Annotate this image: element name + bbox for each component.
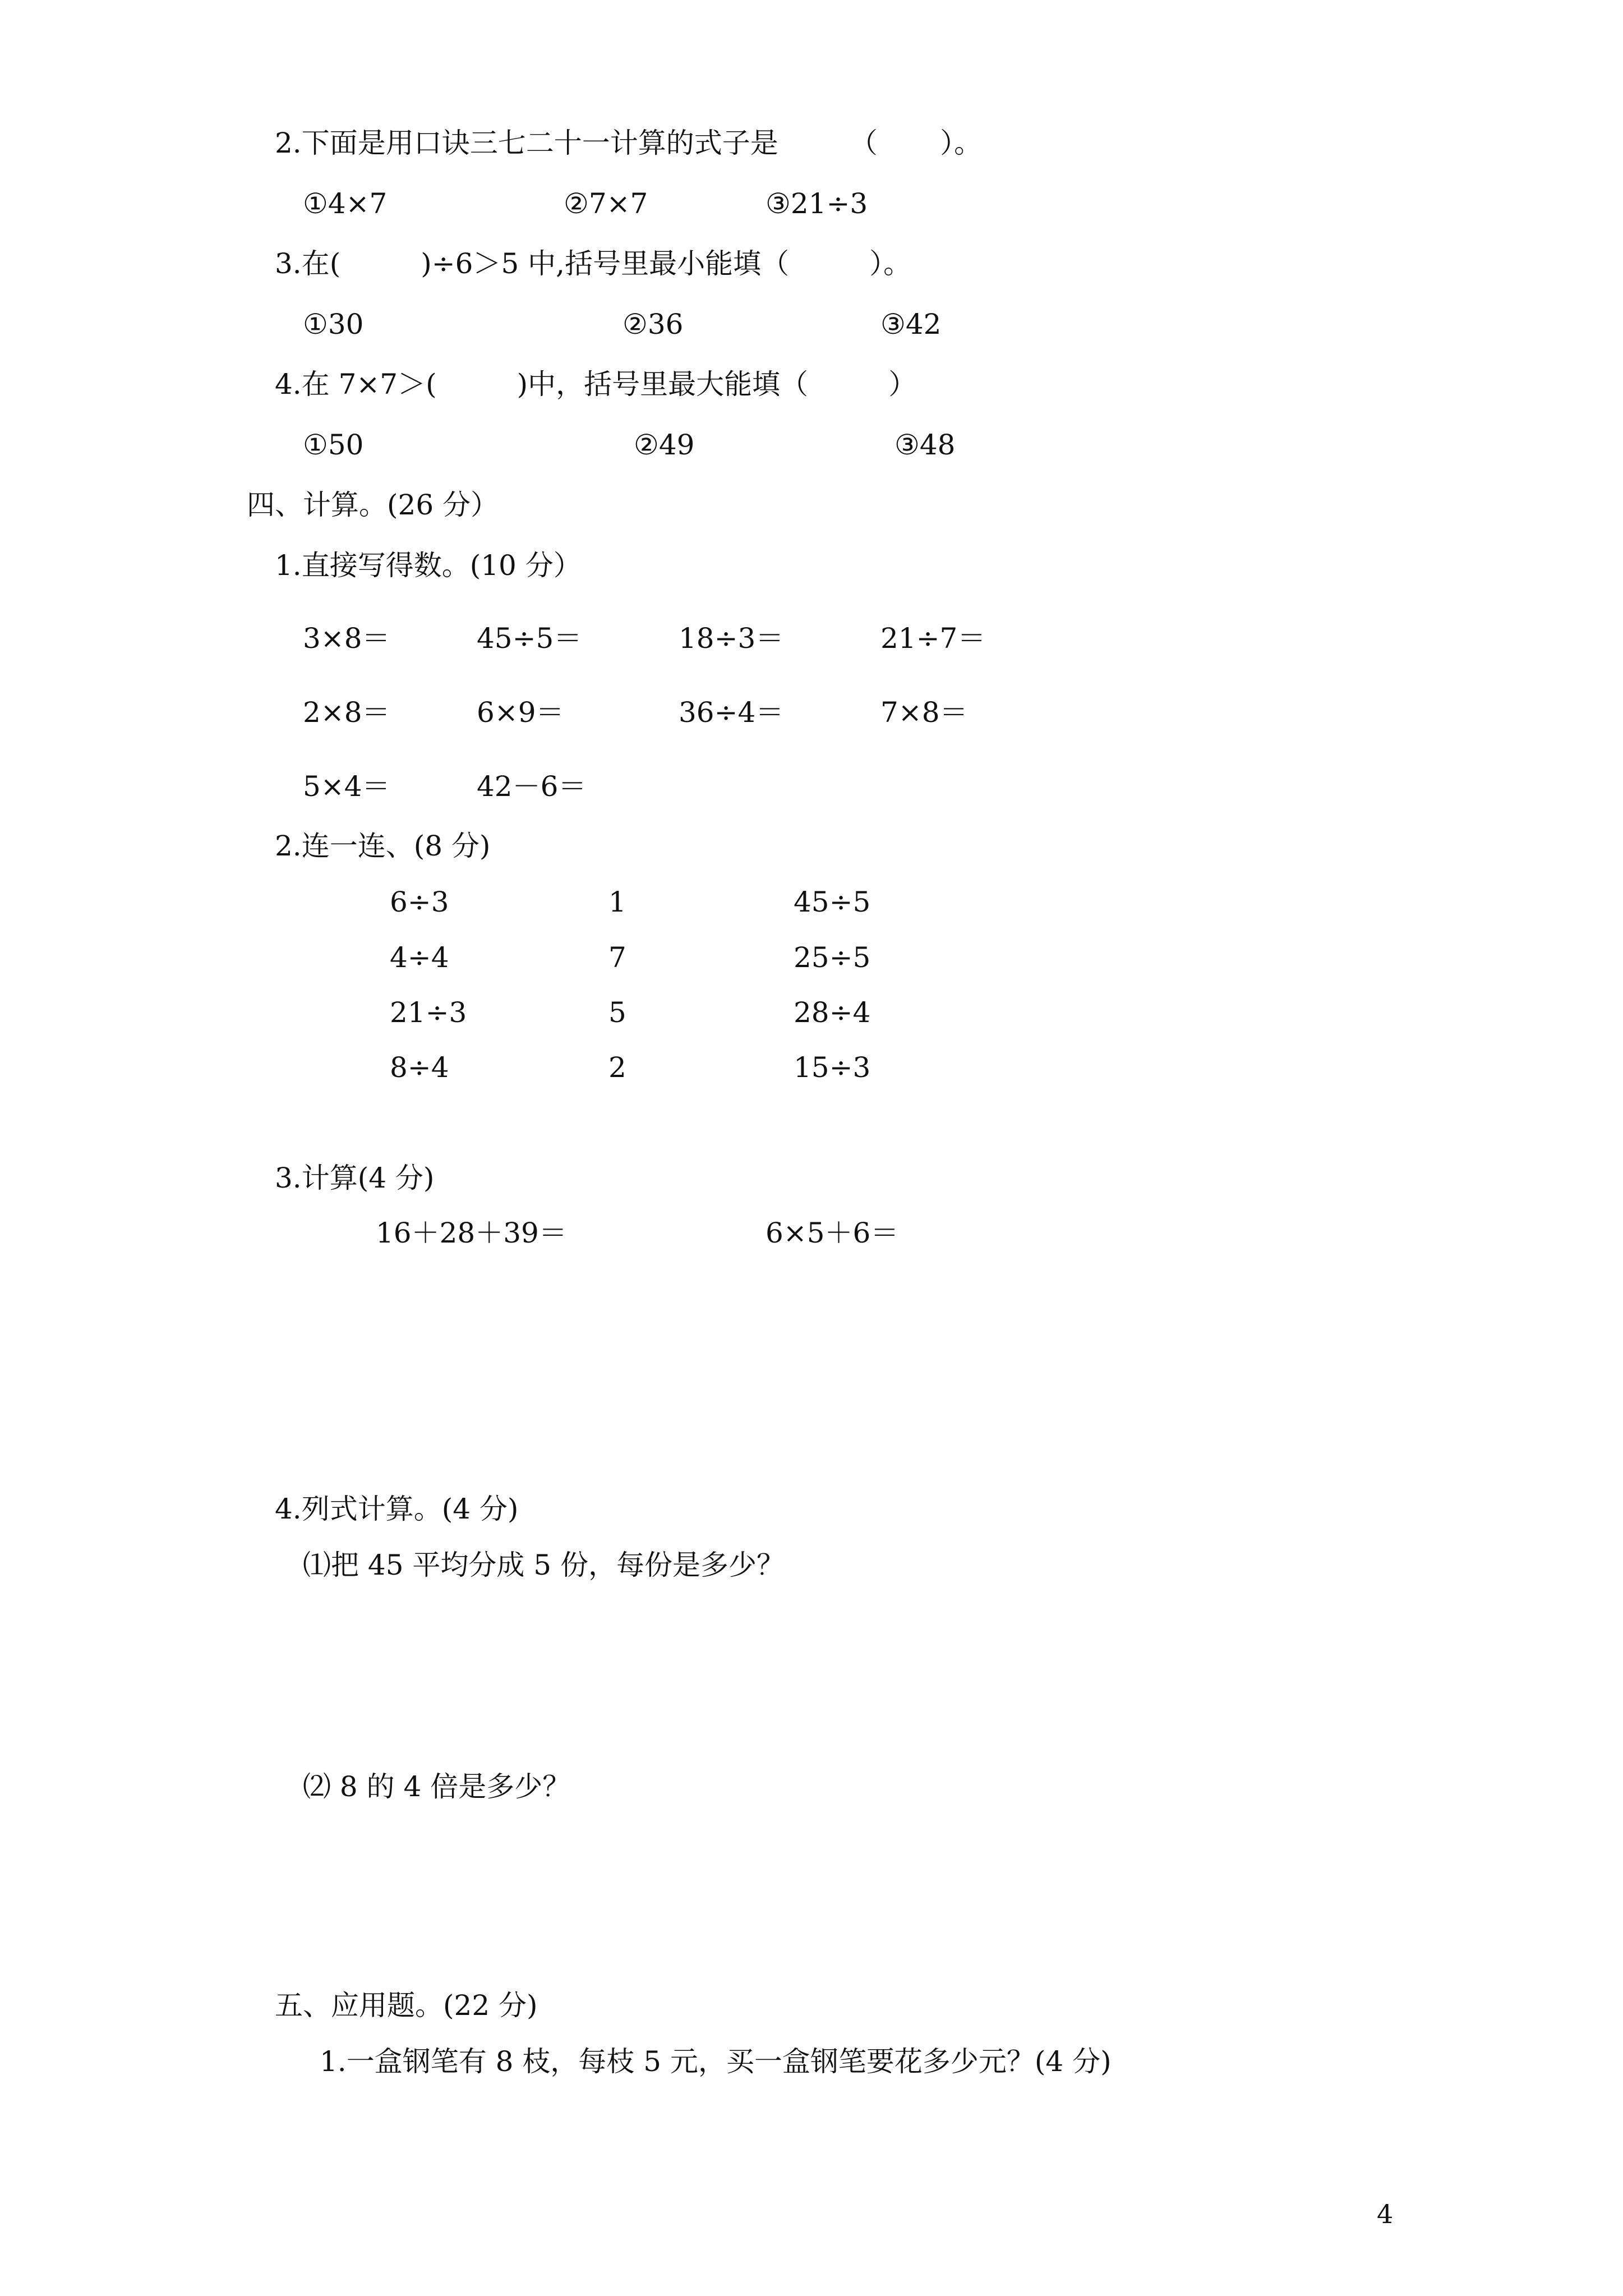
question-3-option-3: ③42 <box>880 308 942 341</box>
question-3-option-1: ①30 <box>303 308 364 341</box>
match-right-item: 25÷5 <box>794 941 871 974</box>
section-5-title: 五、应用题。(22 分) <box>275 1989 538 2022</box>
section-4-part-3-title: 3.计算(4 分) <box>275 1162 435 1194</box>
question-4-option-3: ③48 <box>895 429 956 461</box>
calculation-expression: 16＋28＋39＝ <box>376 1217 567 1249</box>
mental-math-item: 2×8＝ <box>303 696 390 729</box>
section-4-part-1-title: 1.直接写得数。(10 分） <box>275 549 582 582</box>
calculation-expression: 6×5＋6＝ <box>766 1217 899 1249</box>
match-left-item: 6÷3 <box>390 886 449 918</box>
mental-math-item: 21÷7＝ <box>880 622 986 655</box>
match-left-item: 8÷4 <box>390 1051 449 1084</box>
word-calculation-1: ⑴把 45 平均分成 5 份，每份是多少？ <box>303 1549 785 1581</box>
section-4-part-2-title: 2.连一连、(8 分) <box>275 830 491 862</box>
application-question-1: 1.一盒钢笔有 8 枝，每枝 5 元，买一盒钢笔要花多少元？(4 分) <box>320 2045 1112 2078</box>
match-middle-item: 2 <box>608 1051 626 1084</box>
question-2-option-1: ①4×7 <box>303 187 388 220</box>
question-2-option-3: ③21÷3 <box>766 187 868 220</box>
match-left-item: 4÷4 <box>390 941 449 974</box>
page-number: 4 <box>1377 2199 1394 2229</box>
mental-math-item: 45÷5＝ <box>477 622 582 655</box>
mental-math-item: 42－6＝ <box>477 770 587 803</box>
question-4-option-1: ①50 <box>303 429 364 461</box>
match-middle-item: 1 <box>608 886 626 918</box>
match-right-item: 28÷4 <box>794 996 871 1029</box>
mental-math-item: 3×8＝ <box>303 622 390 655</box>
section-4-title: 四、计算。(26 分） <box>247 489 499 521</box>
match-right-item: 45÷5 <box>794 886 871 918</box>
question-3: 3.在( )÷6＞5 中,括号里最小能填（ ）。 <box>275 247 912 280</box>
mental-math-item: 18÷3＝ <box>679 622 784 655</box>
mental-math-item: 36÷4＝ <box>679 696 784 729</box>
word-calculation-2: ⑵ 8 的 4 倍是多少？ <box>303 1770 571 1803</box>
question-2: 2.下面是用口诀三七二十一计算的式子是 （ ）。 <box>275 127 983 159</box>
match-right-item: 15÷3 <box>794 1051 871 1084</box>
section-4-part-4-title: 4.列式计算。(4 分) <box>275 1493 519 1525</box>
question-4-option-2: ②49 <box>634 429 695 461</box>
question-3-option-2: ②36 <box>623 308 684 341</box>
match-middle-item: 7 <box>608 941 626 974</box>
match-middle-item: 5 <box>608 996 626 1029</box>
mental-math-item: 5×4＝ <box>303 770 390 803</box>
mental-math-item: 7×8＝ <box>880 696 968 729</box>
question-2-option-2: ②7×7 <box>564 187 648 220</box>
mental-math-item: 6×9＝ <box>477 696 564 729</box>
question-4: 4.在 7×7＞( )中，括号里最大能填（ ） <box>275 368 917 401</box>
match-left-item: 21÷3 <box>390 996 467 1029</box>
